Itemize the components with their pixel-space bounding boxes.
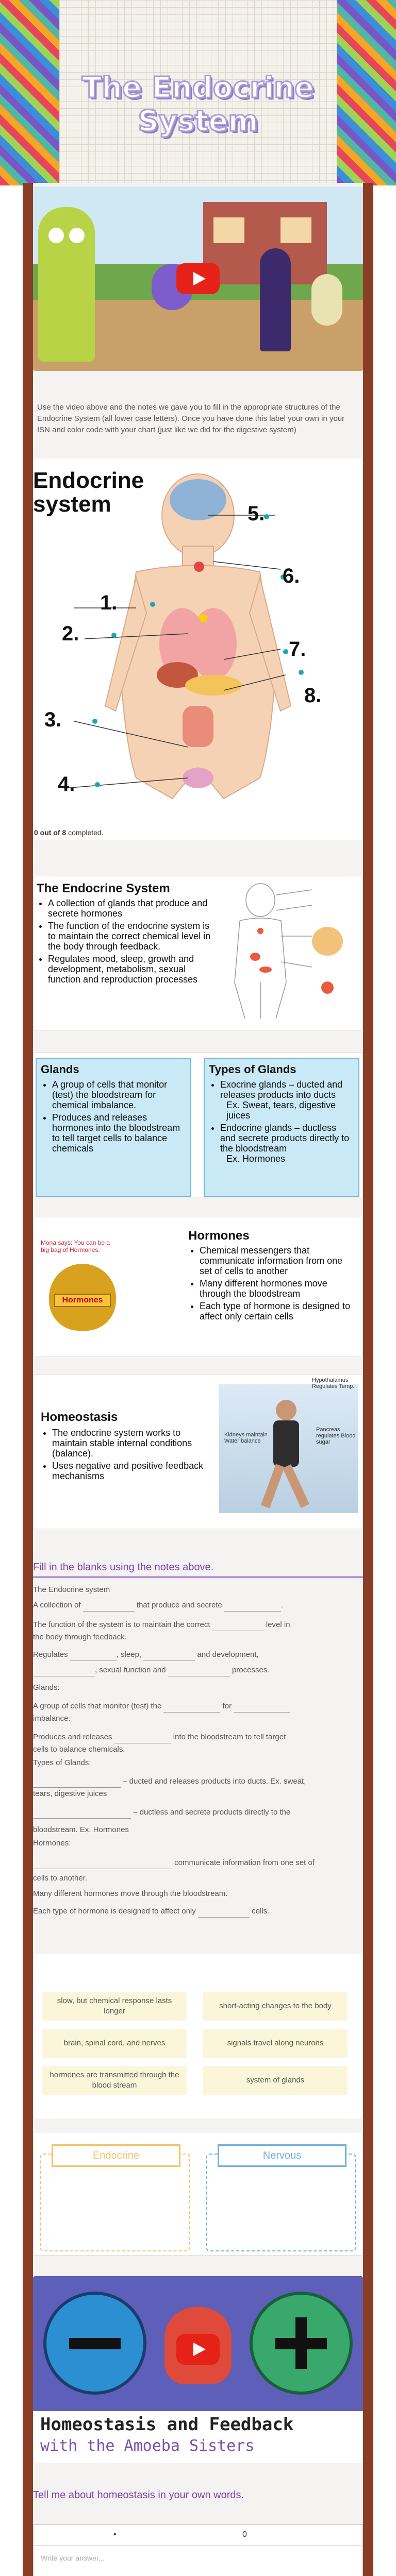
glands-heading: Glands (41, 1063, 79, 1076)
sort-tile[interactable]: short-acting changes to the body (203, 1992, 348, 2021)
bullet: • Exocrine glands – ducted and releases products into ducts Ex. Sweat, tears, digestive juices (220, 1079, 354, 1121)
hormones-bullets (188, 1245, 353, 1324)
fill-line: Many different hormones move through the bloodstream. (33, 1889, 228, 1898)
bullet: • Endocrine glands – ductless and secrete products directly to the bloodstream Ex. Hormones (220, 1123, 354, 1164)
sort-tile[interactable]: signals travel along neurons (203, 2029, 348, 2058)
video-title-bar (33, 2411, 363, 2463)
play-button[interactable] (176, 2334, 220, 2365)
types-heading: Types of Glands (209, 1063, 296, 1076)
fill-line: Glands: (33, 1683, 60, 1692)
fill-line: The Endocrine system (33, 1585, 110, 1594)
label-8[interactable]: 8. (304, 684, 322, 707)
homeostasis-heading: Homeostasis (41, 1410, 118, 1424)
fill-line: tears, digestive juices (33, 1789, 107, 1798)
answer-input[interactable]: Write your answer... (41, 2554, 105, 2562)
hypothalamus-label: Hypothalamus Regulates Temp. (312, 1377, 355, 1389)
nervous-drop-zone[interactable] (206, 2150, 356, 2251)
blank-input[interactable] (33, 1667, 95, 1676)
sub-bullet: Ex. Hormones (226, 1154, 286, 1164)
sort-tile[interactable]: hormones are transmitted through the blood stream (42, 2066, 187, 2095)
hormone-bag (49, 1264, 116, 1331)
types-bullets (209, 1079, 354, 1164)
blank-input[interactable] (234, 1703, 290, 1713)
blank-input[interactable] (198, 1908, 250, 1918)
fill-line: Each type of hormone is designed to affect only cells. (33, 1905, 363, 1918)
diagram-title: Endocrine system (33, 468, 144, 517)
endocrine-ribbon: Endocrine (52, 2144, 180, 2167)
slide-endocrine-system (33, 876, 363, 1030)
video-subtitle: with the Amoeba Sisters (40, 2437, 255, 2455)
bullet: • A collection of glands that produce and secrete hormones (48, 898, 212, 919)
title-underline (33, 1577, 363, 1578)
bullet: • Many different hormones move through the bloodstream (200, 1278, 353, 1299)
blank-input[interactable] (212, 1622, 264, 1631)
sort-tile[interactable]: brain, spinal cord, and nerves (42, 2029, 187, 2058)
fill-line: the body through feedback. (33, 1633, 127, 1641)
blank-input[interactable] (143, 1652, 195, 1661)
bullet: • Produces and releases hormones into the bloodstream to tell target cells to balance chemicals (52, 1112, 186, 1154)
label-3[interactable]: 3. (44, 708, 62, 731)
nervous-ribbon: Nervous (218, 2144, 346, 2167)
gland-illustration (219, 879, 358, 1024)
intro-video[interactable] (33, 187, 363, 371)
slide-hormones (33, 1217, 363, 1357)
blank-input[interactable] (114, 1734, 171, 1743)
editor-toolbar (34, 2525, 362, 2546)
slide-heading: The Endocrine System (37, 882, 170, 895)
bullet-list-button[interactable]: • (113, 2530, 117, 2539)
glands-box (36, 1058, 191, 1197)
mona-note: Mona says: You can be a big bag of Hormones. (41, 1239, 110, 1253)
bullet: • The function of the endocrine system is to maintain the correct chemical level in the body through feedback. (48, 921, 212, 952)
instructions: Use the video above and the notes we gave you to fill in the appropriate structures of the Endocrine System (all lower case letters). Once you have done this label your own in your ISN and color code with your chart (just like we did for the digestive system) (37, 403, 345, 434)
slide-glands (33, 1052, 363, 1197)
video-title: Homeostasis and Feedback (40, 2414, 294, 2435)
fill-line: Types of Glands: (33, 1758, 91, 1767)
blank-input[interactable] (163, 1703, 220, 1713)
bullet: • Uses negative and positive feedback mechanisms (52, 1461, 206, 1481)
sort-tile[interactable]: system of glands (203, 2066, 348, 2095)
bullet: • A group of cells that monitor (test) the bloodstream for chemical imbalance. (52, 1079, 186, 1110)
sub-bullet: Ex. Sweat, tears, digestive juices (226, 1100, 336, 1121)
bullet: • Each type of hormone is designed to affect only certain cells (200, 1301, 353, 1321)
fill-line: Hormones: (33, 1839, 71, 1848)
kidneys-label: Kidneys maintain Water balance (224, 1432, 268, 1444)
answer-box[interactable] (33, 2524, 363, 2576)
blank-input[interactable] (168, 1667, 230, 1676)
bullet: • The endocrine system works to maintain stable internal conditions (balance). (52, 1428, 206, 1459)
fill-line: communicate information from one set of (33, 1857, 363, 1869)
bullet: • Regulates mood, sleep, growth and development, metabolism, sexual function and reproduction processes (48, 954, 212, 985)
label-1[interactable]: 1. (100, 591, 118, 614)
fill-line: cells to another. (33, 1874, 88, 1883)
pancreas-label: Pancreas regulates Blood sugar (316, 1427, 356, 1445)
fill-line: The function of the system is to maintain the correct level in (33, 1619, 363, 1631)
homeostasis-bullets (41, 1428, 206, 1483)
sort-tile[interactable]: slow, but chemical response lasts longer (42, 1992, 187, 2021)
play-button[interactable] (176, 263, 220, 294)
completion-status: 0 out of 8 completed. (34, 828, 104, 837)
fill-line: Regulates , sleep, and development, (33, 1649, 363, 1661)
types-of-glands-box (204, 1058, 359, 1197)
blank-input[interactable] (33, 1860, 172, 1869)
fill-in-title: Fill in the blanks using the notes above. (33, 1562, 214, 1573)
blank-input[interactable] (224, 1602, 281, 1612)
endocrine-drop-zone[interactable] (40, 2150, 190, 2251)
bag-label: Hormones (54, 1294, 111, 1307)
slide-homeostasis (33, 1375, 363, 1529)
label-7[interactable]: 7. (289, 638, 306, 660)
homeostasis-video[interactable] (33, 2276, 363, 2463)
blank-input[interactable] (70, 1652, 117, 1661)
fill-line: , sexual function and processes. (33, 1664, 363, 1676)
fill-line: – ducted and releases products into ducts. Ex. sweat, (33, 1775, 363, 1788)
hormones-heading: Hormones (188, 1229, 250, 1243)
label-6[interactable]: 6. (283, 565, 300, 587)
blank-input[interactable] (33, 1809, 131, 1819)
slide-bullets (37, 898, 212, 987)
fill-line: – ductless and secrete products directly to the (33, 1806, 363, 1819)
fill-line: A group of cells that monitor (test) the for (33, 1700, 363, 1713)
fill-line: cells to balance chemicals. (33, 1745, 125, 1754)
label-4[interactable]: 4. (58, 773, 75, 795)
blank-input[interactable] (83, 1602, 135, 1612)
fill-line: bloodstream. Ex. Hormones (33, 1825, 129, 1834)
fill-line: Produces and releases into the bloodstream to tell target (33, 1731, 363, 1743)
runner-photo (219, 1384, 358, 1513)
fill-line: A collection of that produce and secrete . (33, 1599, 363, 1612)
blank-input[interactable] (33, 1778, 121, 1788)
label-2[interactable]: 2. (62, 622, 79, 645)
label-5[interactable]: 5. (248, 502, 265, 525)
numbered-list-button[interactable]: 0 (242, 2530, 247, 2539)
response-prompt: Tell me about homeostasis in your own words. (33, 2489, 244, 2501)
bullet: • Chemical messengers that communicate information from one set of cells to another (200, 1245, 353, 1276)
fill-line: imbalance. (33, 1714, 71, 1723)
page-title: The Endocrine System (81, 71, 315, 138)
glands-bullets (41, 1079, 186, 1154)
